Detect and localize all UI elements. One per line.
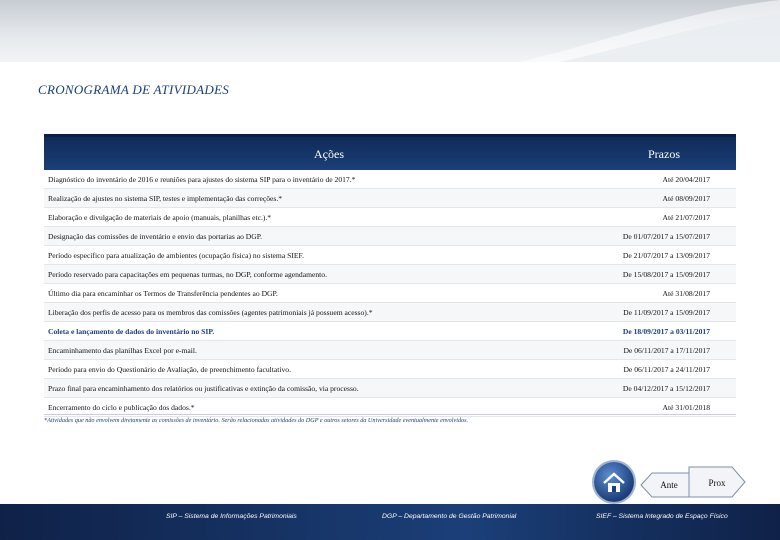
table-row	[44, 284, 736, 303]
table-row	[44, 322, 736, 341]
column-header-acoes: Ações	[314, 147, 344, 161]
row-prazo: Até 31/08/2017	[662, 289, 710, 298]
home-icon	[594, 462, 634, 502]
footer-dgp: DGP – Departamento de Gestão Patrimonial	[382, 513, 517, 520]
row-acao: Designação das comissões de inventário e envio das portarias ao DGP.	[48, 232, 263, 241]
row-prazo: Até 08/09/2017	[662, 194, 710, 203]
row-acao: Elaboração e divulgação de materiais de apoio (manuais, planilhas etc.).*	[48, 213, 272, 222]
row-acao: Período reservado para capacitações em pequenas turmas, no DGP, conforme agendamento.	[48, 270, 327, 279]
page-title: CRONOGRAMA DE ATIVIDADES	[38, 82, 230, 97]
row-prazo: De 11/09/2017 a 15/09/2017	[623, 308, 710, 317]
row-prazo: De 04/12/2017 a 15/12/2017	[622, 384, 710, 393]
table-row	[44, 360, 736, 379]
table-body	[44, 170, 736, 417]
footer-bar	[0, 504, 780, 540]
footer-sief: SIEF – Sistema Integrado de Espaço Físico	[596, 513, 728, 520]
table-row	[44, 379, 736, 398]
row-acao: Encaminhamento das planilhas Excel por e-mail.	[48, 346, 197, 355]
row-prazo: Até 31/01/2018	[662, 403, 710, 412]
footer-sip: SIP – Sistema de Informações Patrimoniais	[166, 513, 297, 520]
row-prazo: De 15/08/2017 a 15/09/2017	[622, 270, 710, 279]
row-acao: Encerramento do ciclo e publicação dos dados.*	[48, 403, 195, 412]
row-prazo: Até 20/04/2017	[662, 175, 710, 184]
row-acao: Coleta e lançamento de dados do inventário no SIP.	[48, 327, 215, 336]
table-row	[44, 303, 736, 322]
top-decorative-band	[0, 0, 780, 62]
table-row	[44, 208, 736, 227]
table-row	[44, 170, 736, 189]
schedule-table	[44, 134, 736, 417]
table-row	[44, 265, 736, 284]
row-prazo: De 01/07/2017 a 15/07/2017	[622, 232, 710, 241]
previous-label: Ante	[660, 480, 678, 490]
row-acao: Diagnóstico do inventário de 2016 e reuniões para ajustes do sistema SIP para o inventário de 2017.*	[48, 175, 356, 184]
swoosh-decoration	[520, 0, 780, 62]
home-button[interactable]	[594, 462, 634, 502]
row-acao: Último dia para encaminhar os Termos de Transferência pendentes ao DGP.	[48, 289, 278, 298]
row-prazo: De 21/07/2017 a 13/09/2017	[622, 251, 710, 260]
row-acao: Período específico para atualização de ambientes (ocupação física) no sistema SIEF.	[48, 251, 304, 260]
row-prazo: Até 21/07/2017	[662, 213, 710, 222]
table-header	[44, 134, 736, 170]
row-prazo: De 06/11/2017 a 24/11/2017	[623, 365, 710, 374]
table-row	[44, 227, 736, 246]
row-prazo: De 18/09/2017 a 03/11/2017	[622, 327, 710, 336]
table-row	[44, 246, 736, 265]
row-acao: Realização de ajustes no sistema SIP, testes e implementação das correções.*	[48, 194, 283, 203]
row-acao: Prazo final para encaminhamento dos relatórios ou justificativas e extinção da comissão, via processo.	[48, 384, 359, 393]
next-label: Prox	[708, 478, 726, 488]
row-acao: Liberação dos perfis de acesso para os membros das comissões (agentes patrimoniais já possuem acesso).*	[48, 308, 373, 317]
table-row	[44, 341, 736, 360]
row-prazo: De 06/11/2017 a 17/11/2017	[623, 346, 710, 355]
column-header-prazos: Prazos	[648, 147, 680, 161]
next-button[interactable]	[688, 466, 746, 498]
row-acao: Período para envio do Questionário de Avaliação, de preenchimento facultativo.	[48, 365, 291, 374]
footnote: *Atividades que não envolvem diretamente as comissões de inventário. Serão relacionadas atividades do DGP e outros setores da Universidade eventualmente envolvidos.	[44, 414, 736, 424]
table-row	[44, 189, 736, 208]
